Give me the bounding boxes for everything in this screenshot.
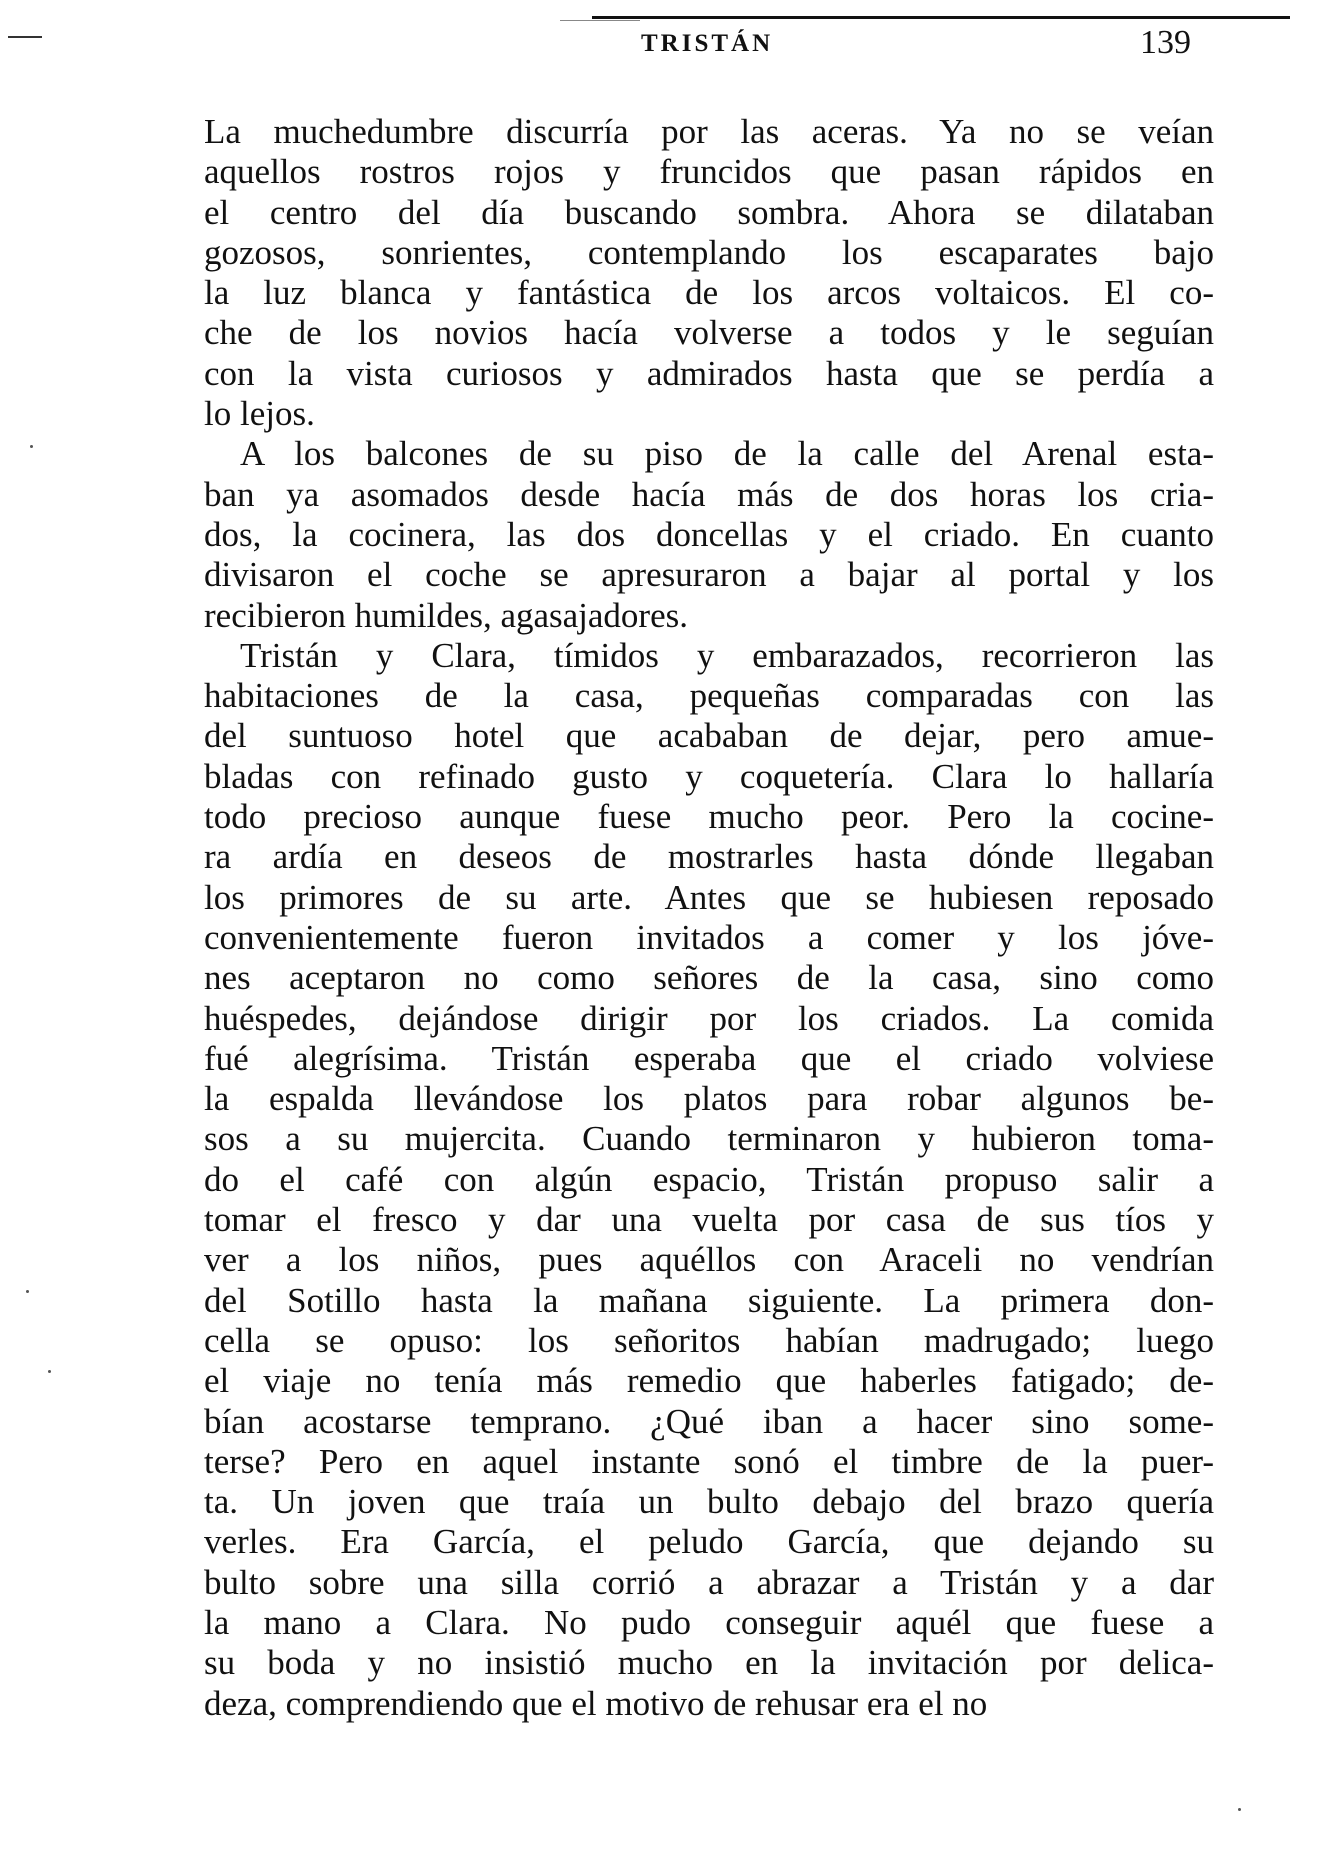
text-line: sos a su mujercita. Cuando terminaron y hubieron toma- (204, 1119, 1214, 1159)
text-line: A los balcones de su piso de la calle del Arenal esta- (240, 434, 1214, 474)
text-line: ver a los niños, pues aquéllos con Araceli no vendrían (204, 1240, 1214, 1280)
text-line: bulto sobre una silla corrió a abrazar a Tristán y a dar (204, 1562, 1214, 1602)
body-text (204, 112, 1214, 1724)
paragraph (204, 112, 1214, 434)
scan-speck (1238, 1808, 1241, 1811)
text-line: la mano a Clara. No pudo conseguir aquél que fuese a (204, 1602, 1214, 1642)
text-line: tomar el fresco y dar una vuelta por casa de sus tíos y (204, 1200, 1214, 1240)
text-line: deza, comprendiendo que el motivo de rehusar era el no (204, 1683, 988, 1723)
top-rule (592, 16, 1290, 19)
text-line: ban ya asomados desde hacía más de dos horas los cria- (204, 474, 1214, 514)
text-line: recibieron humildes, agasajadores. (204, 595, 688, 635)
text-line: el centro del día buscando sombra. Ahora se dilataban (204, 192, 1214, 232)
paragraph (204, 636, 1214, 1724)
text-line: do el café con algún espacio, Tristán propuso salir a (204, 1159, 1214, 1199)
text-line: huéspedes, dejándose dirigir por los criados. La comida (204, 998, 1214, 1038)
top-rule-thin (560, 20, 640, 21)
text-line: su boda y no insistió mucho en la invitación por delica- (204, 1643, 1214, 1683)
scan-speck (26, 1290, 29, 1293)
text-line: todo precioso aunque fuese mucho peor. Pero la cocine- (204, 797, 1214, 837)
text-line: bían acostarse temprano. ¿Qué iban a hacer sino some- (204, 1401, 1214, 1441)
text-line: los primores de su arte. Antes que se hubiesen reposado (204, 877, 1214, 917)
page-number: 139 (1140, 24, 1191, 61)
text-line: dos, la cocinera, las dos doncellas y el criado. En cuanto (204, 514, 1214, 554)
text-line: ta. Un joven que traía un bulto debajo del brazo quería (204, 1482, 1214, 1522)
text-line: La muchedumbre discurría por las aceras. Ya no se veían (204, 112, 1214, 151)
text-line: ra ardía en deseos de mostrarles hasta dónde llegaban (204, 837, 1214, 877)
text-line: fué alegrísima. Tristán esperaba que el criado volviese (204, 1038, 1214, 1078)
text-line: la espalda llevándose los platos para robar algunos be- (204, 1079, 1214, 1119)
scan-speck (48, 1370, 51, 1373)
text-line: nes aceptaron no como señores de la casa, sino como (204, 958, 1214, 998)
text-line: cella se opuso: los señoritos habían madrugado; luego (204, 1320, 1214, 1360)
text-line: gozosos, sonrientes, contemplando los escaparates bajo (204, 232, 1214, 272)
text-line: convenientemente fueron invitados a comer y los jóve- (204, 917, 1214, 957)
text-line: lo lejos. (204, 394, 315, 434)
text-line: el viaje no tenía más remedio que haberles fatigado; de- (204, 1361, 1214, 1401)
paragraph (204, 434, 1214, 635)
text-line: con la vista curiosos y admirados hasta que se perdía a (204, 353, 1214, 393)
text-line: Tristán y Clara, tímidos y embarazados, recorrieron las (240, 635, 1214, 675)
running-head (0, 24, 1338, 62)
scan-speck (30, 445, 33, 448)
text-line: terse? Pero en aquel instante sonó el timbre de la puer- (204, 1441, 1214, 1481)
text-line: habitaciones de la casa, pequeñas comparadas con las (204, 676, 1214, 716)
text-line: del suntuoso hotel que acababan de dejar, pero amue- (204, 716, 1214, 756)
text-line: che de los novios hacía volverse a todos y le seguían (204, 313, 1214, 353)
text-line: verles. Era García, el peludo García, que dejando su (204, 1522, 1214, 1562)
text-line: divisaron el coche se apresuraron a bajar al portal y los (204, 555, 1214, 595)
text-line: aquellos rostros rojos y fruncidos que pasan rápidos en (204, 152, 1214, 192)
text-line: bladas con refinado gusto y coquetería. Clara lo hallaría (204, 756, 1214, 796)
text-line: del Sotillo hasta la mañana siguiente. La primera don- (204, 1280, 1214, 1320)
running-title: TRISTÁN (641, 30, 774, 57)
text-line: la luz blanca y fantástica de los arcos voltaicos. El co- (204, 273, 1214, 313)
